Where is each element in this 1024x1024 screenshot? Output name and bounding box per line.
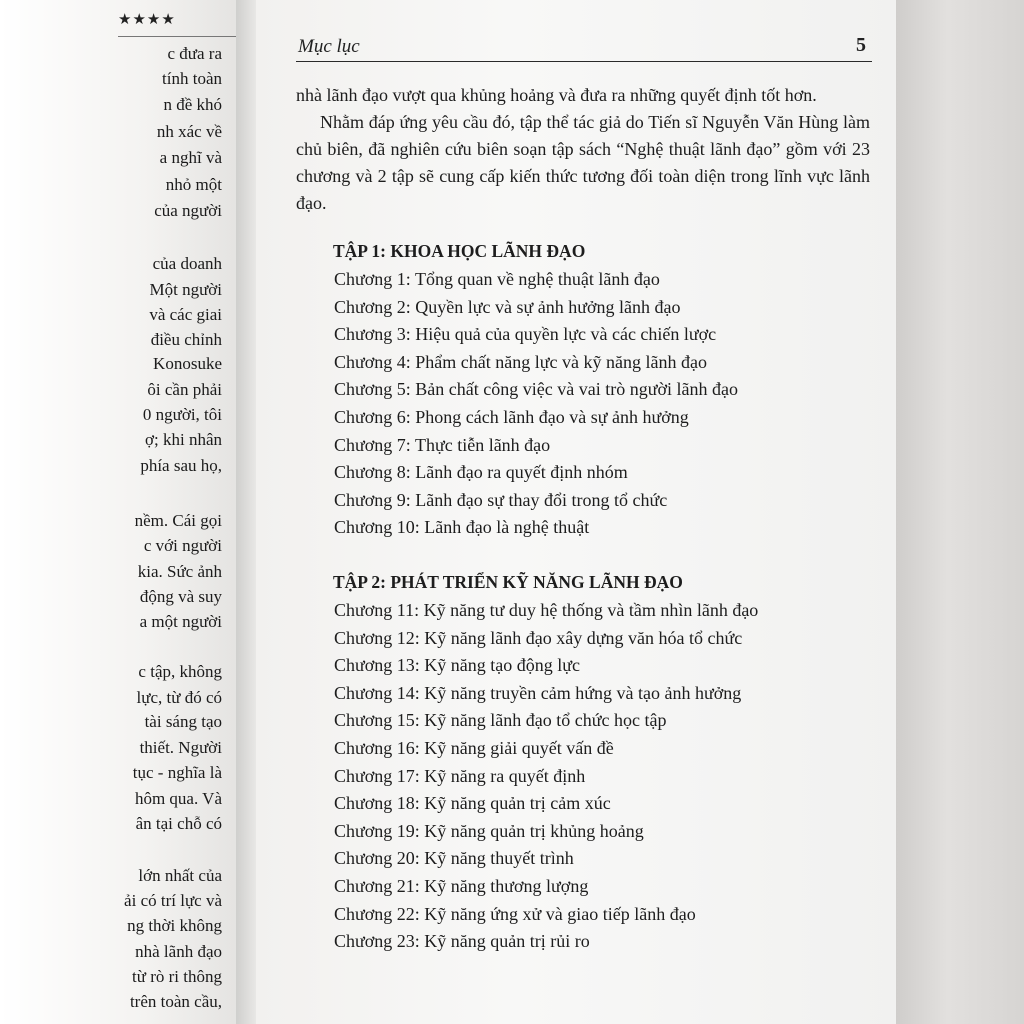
left-page-line: Konosuke [153, 354, 222, 373]
left-page-line: lực, từ đó có [136, 688, 222, 707]
left-page-line: c với người [143, 536, 222, 555]
book-gutter [236, 0, 258, 1024]
left-page-line: của doanh [152, 254, 222, 273]
chapter-entry: Chương 13: Kỹ năng tạo động lực [334, 655, 581, 676]
chapter-entry: Chương 20: Kỹ năng thuyết trình [334, 848, 574, 869]
page-number: 5 [856, 34, 866, 56]
running-header-title: Mục lục [298, 36, 360, 57]
left-page-line: c tập, không [138, 662, 222, 681]
chapter-entry: Chương 1: Tổng quan về nghệ thuật lãnh đạo [334, 269, 660, 289]
chapter-entry: Chương 18: Kỹ năng quản trị cảm xúc [334, 793, 611, 814]
left-page-line: của người [154, 201, 222, 220]
chapter-entry: Chương 3: Hiệu quả của quyền lực và các chiến lược [334, 324, 717, 345]
chapter-entry: Chương 8: Lãnh đạo ra quyết định nhóm [334, 462, 628, 483]
left-page-line: ân tại chỗ có [135, 814, 222, 833]
left-page-line: điều chỉnh [150, 330, 222, 349]
volume1-title: TẬP 1: KHOA HỌC LÃNH ĐẠO [333, 241, 586, 261]
chapter-entry: Chương 16: Kỹ năng giải quyết vấn đề [334, 738, 614, 758]
left-page-line: nh xác về [156, 122, 222, 141]
chapter-entry: Chương 22: Kỹ năng ứng xử và giao tiếp lãnh đạo [334, 903, 696, 924]
left-page-line: a một người [139, 612, 222, 631]
left-page-line: ải có trí lực và [124, 891, 222, 910]
chapter-entry: Chương 14: Kỹ năng truyền cảm hứng và tạo ảnh hưởng [334, 682, 742, 703]
chapter-entry: Chương 23: Kỹ năng quản trị rủi ro [334, 931, 590, 952]
left-page-header-rule [118, 36, 240, 37]
left-page-line: từ rò ri thông [132, 967, 222, 986]
left-page-line: nhỏ một [165, 175, 222, 194]
chapter-entry: Chương 9: Lãnh đạo sự thay đổi trong tổ chức [334, 489, 668, 510]
left-page-line: a nghĩ và [159, 148, 222, 167]
left-page-line: tài sáng tạo [144, 712, 222, 731]
left-page-line: thiết. Người [139, 738, 222, 757]
left-page-line: hôm qua. Và [134, 789, 222, 808]
left-page-line: tính toàn [162, 69, 222, 88]
left-page-line: ôi cần phải [147, 380, 222, 399]
intro-text [296, 82, 870, 217]
left-page-line: trên toàn cầu, [129, 992, 222, 1011]
left-page-line: và các giai [149, 305, 222, 324]
left-page-line: nềm. Cái gọi [134, 511, 222, 530]
chapter-entry: Chương 17: Kỹ năng ra quyết định [334, 765, 586, 786]
chapter-entry: Chương 2: Quyền lực và sự ảnh hưởng lãnh đạo [334, 296, 681, 317]
left-page-line: Một người [149, 280, 222, 299]
left-page-line: nhà lãnh đạo [135, 942, 222, 961]
left-page-line: tục - nghĩa là [132, 763, 222, 782]
chapter-entry: Chương 6: Phong cách lãnh đạo và sự ảnh hưởng [334, 407, 689, 427]
left-page-line: c đưa ra [167, 44, 222, 63]
left-page-line: ợ; khi nhân [145, 430, 222, 449]
header-rule [296, 61, 872, 62]
left-page-line: ng thời không [127, 916, 222, 935]
left-page-line: phía sau họ, [140, 456, 222, 475]
volume2-title: TẬP 2: PHÁT TRIỂN KỸ NĂNG LÃNH ĐẠO [333, 572, 683, 592]
left-page-stars: ★★★★ [118, 12, 176, 28]
left-page-line: động và suy [139, 587, 222, 606]
intro-paragraph-1: nhà lãnh đạo vượt qua khủng hoảng và đưa ra những quyết định tốt hơn. [296, 85, 817, 105]
left-page-line: lớn nhất của [138, 866, 222, 885]
chapter-entry: Chương 12: Kỹ năng lãnh đạo xây dựng văn hóa tổ chức [334, 627, 743, 648]
page-edge-shadow [896, 0, 1024, 1024]
left-page-line: n đề khó [163, 95, 222, 114]
chapter-entry: Chương 11: Kỹ năng tư duy hệ thống và tầm nhìn lãnh đạo [334, 600, 759, 620]
left-page [0, 0, 240, 1024]
chapter-entry: Chương 10: Lãnh đạo là nghệ thuật [334, 517, 590, 538]
chapter-entry: Chương 4: Phẩm chất năng lực và kỹ năng lãnh đạo [334, 351, 707, 372]
chapter-entry: Chương 15: Kỹ năng lãnh đạo tổ chức học tập [334, 710, 667, 731]
left-page-line: 0 người, tôi [142, 405, 222, 424]
chapter-entry: Chương 21: Kỹ năng thương lượng [334, 876, 589, 896]
chapter-entry: Chương 7: Thực tiễn lãnh đạo [334, 434, 551, 455]
left-page-line: kia. Sức ảnh [137, 562, 222, 581]
chapter-entry: Chương 5: Bản chất công việc và vai trò người lãnh đạo [334, 379, 738, 400]
chapter-entry: Chương 19: Kỹ năng quản trị khủng hoảng [334, 820, 644, 841]
intro-paragraph-2: Nhằm đáp ứng yêu cầu đó, tập thể tác giả do Tiến sĩ Nguyễn Văn Hùng làm chủ biên, đã nghiên cứu biên soạn tập sách “Nghệ thuật lãnh đạo” gồm với 23 chương và 2 tập sẽ cung cấp kiến thức tương đối toàn diện trong lĩnh vực lãnh đạo. [296, 112, 870, 213]
